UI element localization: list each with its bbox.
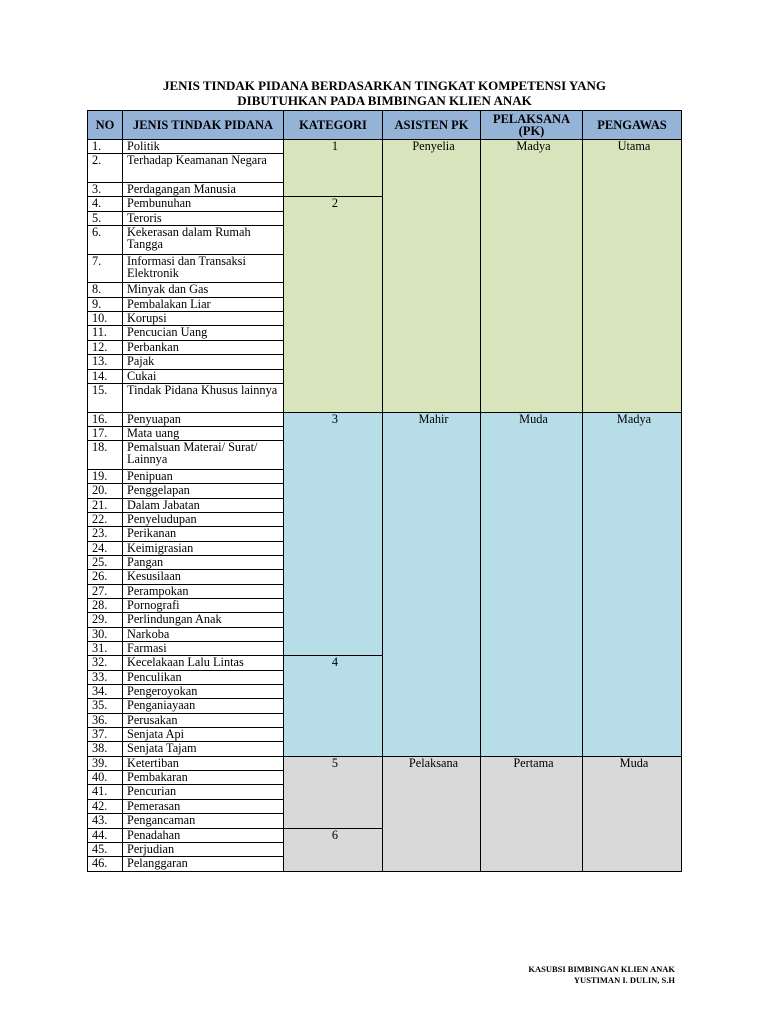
pengawas-cell: Madya bbox=[583, 412, 682, 756]
row-number: 18. bbox=[88, 441, 123, 470]
crime-type: Penadahan bbox=[123, 828, 284, 842]
kategori-cell: 1 bbox=[284, 140, 383, 197]
row-number: 45. bbox=[88, 842, 123, 856]
crime-type: Mata uang bbox=[123, 426, 284, 440]
row-number: 14. bbox=[88, 369, 123, 383]
header-pengawas: PENGAWAS bbox=[583, 111, 682, 140]
crime-type: Minyak dan Gas bbox=[123, 283, 284, 297]
crime-type: Pembunuhan bbox=[123, 197, 284, 211]
crime-type: Teroris bbox=[123, 211, 284, 225]
row-number: 44. bbox=[88, 828, 123, 842]
crime-type: Senjata Api bbox=[123, 728, 284, 742]
crime-type: Kesusilaan bbox=[123, 570, 284, 584]
row-number: 24. bbox=[88, 541, 123, 555]
pengawas-cell: Utama bbox=[583, 140, 682, 413]
crime-type: Perdagangan Manusia bbox=[123, 183, 284, 197]
row-number: 41. bbox=[88, 785, 123, 799]
crime-type: Pembakaran bbox=[123, 771, 284, 785]
row-number: 13. bbox=[88, 355, 123, 369]
signature-title: KASUBSI BIMBINGAN KLIEN ANAK bbox=[528, 964, 675, 974]
crime-type: Penyeludupan bbox=[123, 512, 284, 526]
crime-type: Pemalsuan Materai/ Surat/ Lainnya bbox=[123, 441, 284, 470]
crime-type: Politik bbox=[123, 140, 284, 154]
pengawas-cell: Muda bbox=[583, 756, 682, 871]
crime-type: Pelanggaran bbox=[123, 857, 284, 871]
crime-type: Cukai bbox=[123, 369, 284, 383]
row-number: 19. bbox=[88, 469, 123, 483]
crime-type: Perusakan bbox=[123, 713, 284, 727]
crime-type: Farmasi bbox=[123, 642, 284, 656]
crime-type: Pencucian Uang bbox=[123, 326, 284, 340]
header-no: NO bbox=[88, 111, 123, 140]
header-asisten-pk: ASISTEN PK bbox=[383, 111, 481, 140]
pelaksana-cell: Pertama bbox=[481, 756, 583, 871]
crime-type: Penyuapan bbox=[123, 412, 284, 426]
crime-type: Penggelapan bbox=[123, 484, 284, 498]
row-number: 20. bbox=[88, 484, 123, 498]
row-number: 22. bbox=[88, 512, 123, 526]
pelaksana-cell: Muda bbox=[481, 412, 583, 756]
crime-type: Pornografi bbox=[123, 599, 284, 613]
row-number: 2. bbox=[88, 154, 123, 183]
crime-type: Kekerasan dalam Rumah Tangga bbox=[123, 226, 284, 255]
row-number: 29. bbox=[88, 613, 123, 627]
crime-type: Kecelakaan Lalu Lintas bbox=[123, 656, 284, 670]
crime-type: Perampokan bbox=[123, 584, 284, 598]
row-number: 8. bbox=[88, 283, 123, 297]
header-jenis-tindak-pidana: JENIS TINDAK PIDANA bbox=[123, 111, 284, 140]
row-number: 25. bbox=[88, 555, 123, 569]
crime-type: Perikanan bbox=[123, 527, 284, 541]
row-number: 26. bbox=[88, 570, 123, 584]
row-number: 30. bbox=[88, 627, 123, 641]
row-number: 46. bbox=[88, 857, 123, 871]
row-number: 37. bbox=[88, 728, 123, 742]
crime-type: Ketertiban bbox=[123, 756, 284, 770]
crime-type: Pencurian bbox=[123, 785, 284, 799]
signature-name: YUSTIMAN I. DULIN, S.H bbox=[573, 975, 675, 985]
crime-type: Penipuan bbox=[123, 469, 284, 483]
crime-type: Narkoba bbox=[123, 627, 284, 641]
crime-type: Informasi dan Transaksi Elektronik bbox=[123, 254, 284, 283]
row-number: 42. bbox=[88, 799, 123, 813]
crime-type: Penculikan bbox=[123, 670, 284, 684]
row-number: 21. bbox=[88, 498, 123, 512]
row-number: 40. bbox=[88, 771, 123, 785]
title-line-1: JENIS TINDAK PIDANA BERDASARKAN TINGKAT KOMPETENSI YANG bbox=[162, 78, 607, 93]
row-number: 23. bbox=[88, 527, 123, 541]
row-number: 3. bbox=[88, 183, 123, 197]
kategori-cell: 2 bbox=[284, 197, 383, 412]
row-number: 35. bbox=[88, 699, 123, 713]
crime-type: Senjata Tajam bbox=[123, 742, 284, 756]
row-number: 32. bbox=[88, 656, 123, 670]
table-body bbox=[88, 140, 682, 872]
row-number: 15. bbox=[88, 383, 123, 412]
crime-type: Terhadap Keamanan Negara bbox=[123, 154, 284, 183]
row-number: 1. bbox=[88, 140, 123, 154]
row-number: 31. bbox=[88, 642, 123, 656]
kategori-cell: 6 bbox=[284, 828, 383, 871]
row-number: 16. bbox=[88, 412, 123, 426]
row-number: 34. bbox=[88, 685, 123, 699]
row-number: 7. bbox=[88, 254, 123, 283]
header-pelaksana-pk: PELAKSANA (PK) bbox=[481, 111, 583, 140]
competency-table bbox=[87, 110, 682, 872]
row-number: 33. bbox=[88, 670, 123, 684]
row-number: 38. bbox=[88, 742, 123, 756]
row-number: 6. bbox=[88, 226, 123, 255]
row-number: 28. bbox=[88, 599, 123, 613]
crime-type: Korupsi bbox=[123, 312, 284, 326]
kategori-cell: 3 bbox=[284, 412, 383, 656]
row-number: 4. bbox=[88, 197, 123, 211]
crime-type: Pengancaman bbox=[123, 814, 284, 828]
row-number: 43. bbox=[88, 814, 123, 828]
crime-type: Dalam Jabatan bbox=[123, 498, 284, 512]
asisten-cell: Penyelia bbox=[383, 140, 481, 413]
document-title bbox=[87, 78, 682, 108]
row-number: 10. bbox=[88, 312, 123, 326]
signature-block bbox=[528, 964, 675, 986]
asisten-cell: Pelaksana bbox=[383, 756, 481, 871]
crime-type: Pembalakan Liar bbox=[123, 297, 284, 311]
pelaksana-cell: Madya bbox=[481, 140, 583, 413]
header-kategori: KATEGORI bbox=[284, 111, 383, 140]
row-number: 12. bbox=[88, 340, 123, 354]
table-row bbox=[88, 756, 682, 770]
crime-type: Pangan bbox=[123, 555, 284, 569]
asisten-cell: Mahir bbox=[383, 412, 481, 756]
title-line-2: DIBUTUHKAN PADA BIMBINGAN KLIEN ANAK bbox=[237, 93, 532, 108]
crime-type: Perlindungan Anak bbox=[123, 613, 284, 627]
crime-type: Perbankan bbox=[123, 340, 284, 354]
row-number: 5. bbox=[88, 211, 123, 225]
row-number: 27. bbox=[88, 584, 123, 598]
header-row bbox=[88, 111, 682, 140]
row-number: 36. bbox=[88, 713, 123, 727]
table-row bbox=[88, 140, 682, 154]
kategori-cell: 5 bbox=[284, 756, 383, 828]
kategori-cell: 4 bbox=[284, 656, 383, 756]
table-row bbox=[88, 412, 682, 426]
crime-type: Perjudian bbox=[123, 842, 284, 856]
row-number: 39. bbox=[88, 756, 123, 770]
row-number: 17. bbox=[88, 426, 123, 440]
crime-type: Keimigrasian bbox=[123, 541, 284, 555]
row-number: 9. bbox=[88, 297, 123, 311]
crime-type: Pengeroyokan bbox=[123, 685, 284, 699]
crime-type: Pemerasan bbox=[123, 799, 284, 813]
crime-type: Penganiayaan bbox=[123, 699, 284, 713]
crime-type: Pajak bbox=[123, 355, 284, 369]
crime-type: Tindak Pidana Khusus lainnya bbox=[123, 383, 284, 412]
row-number: 11. bbox=[88, 326, 123, 340]
